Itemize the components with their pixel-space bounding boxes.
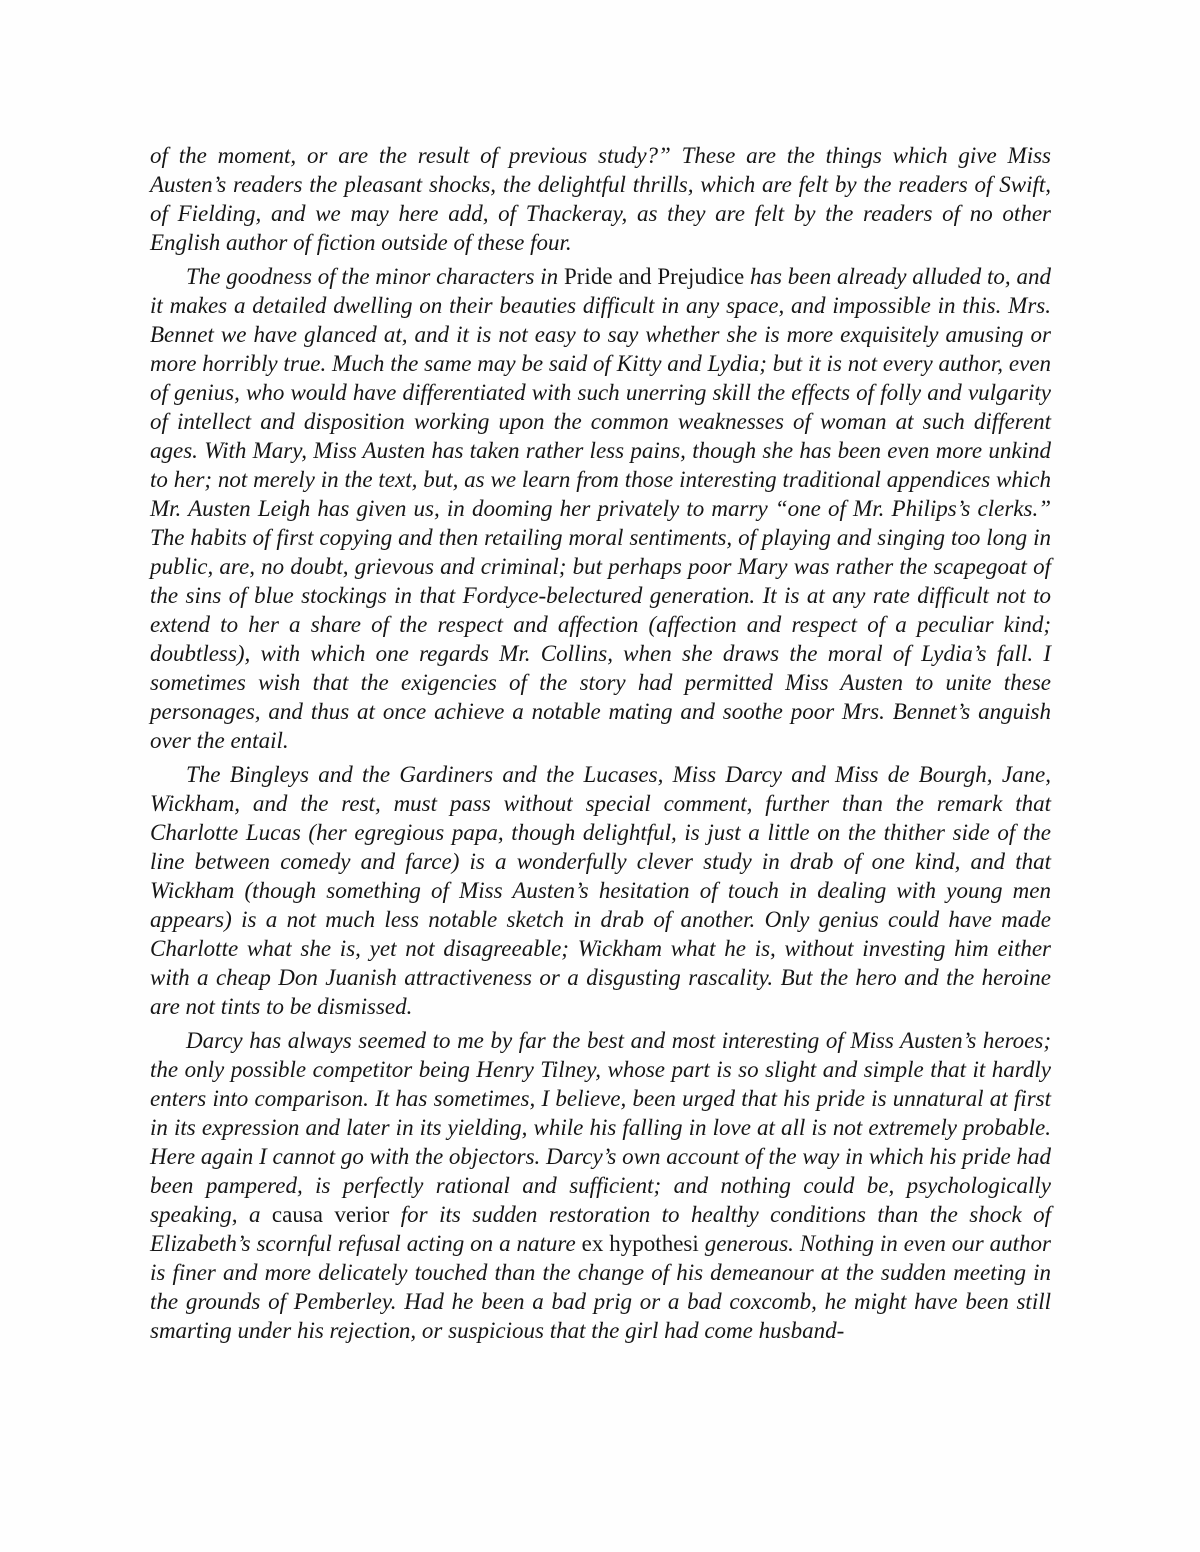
text-segment: Darcy has always seemed to me by far the best and most interesting of Miss Austen’s heroes; the only possible competitor being Henry Tilney, whose part is so slight and simple that it hardly enters into comparison. It has sometimes, I believe, been urged that his pride is unnatural at first in its expression and later in its yielding, while his falling in love at all is not extremely probable. Here again I cannot go with the objectors. Darcy’s own account of the way in which his pride had been pampered, is perfectly rational and sufficient; and nothing could be, psychologically speaking, a bbox=[150, 1028, 1051, 1227]
text-segment: for its sudden restoration to healthy conditions than the shock of Elizabeth’s scornful refusal acting on a nature bbox=[150, 1202, 1051, 1256]
latin-phrase-text: ex hypothesi bbox=[581, 1231, 699, 1256]
latin-phrase-text: causa verior bbox=[271, 1202, 390, 1227]
paragraph-4 bbox=[150, 1026, 1051, 1345]
text-segment: generous. Nothing in even our author is finer and more delicately touched than the change of his demeanour at the sudden meeting in the grounds of Pemberley. Had he been a bad prig or a bad coxcomb, he might have been still smarting under his rejection, or suspicious that the girl had come husband- bbox=[150, 1231, 1052, 1343]
text-segment: of the moment, or are the result of previous study?” These are the things which give Miss Austen’s readers the pleasant shocks, the delightful thrills, which are felt by the readers of Swift, of Fielding, and we may here add, of Thackeray, as they are felt by the readers of no other English author of fiction outside of these four. bbox=[150, 143, 1051, 255]
text-segment: The Bingleys and the Gardiners and the Lucases, Miss Darcy and Miss de Bourgh, Jane, Wickham, and the rest, must pass without special comment, further than the remark that Charlotte Lucas (her egregious papa, though delightful, is just a little on the thither side of the line between comedy and farce) is a wonderfully clever study in drab of one kind, and that Wickham (though something of Miss Austen’s hesitation of touch in dealing with young men appears) is a not much less notable sketch in drab of another. Only genius could have made Charlotte what she is, yet not disagreeable; Wickham what he is, without investing him either with a cheap Don Juanish attractiveness or a disgusting rascality. But the hero and the heroine are not tints to be dismissed. bbox=[150, 762, 1051, 1019]
paragraph-2 bbox=[150, 262, 1051, 755]
page-text-block bbox=[150, 141, 1051, 1350]
text-segment: The goodness of the minor characters in bbox=[186, 264, 564, 289]
paragraph-1 bbox=[150, 141, 1051, 257]
book-title-text: Pride and Prejudice bbox=[563, 264, 745, 289]
paragraph-3 bbox=[150, 760, 1051, 1021]
text-segment: has been already alluded to, and it makes a detailed dwelling on their beauties difficult in any space, and impossible in this. Mrs. Bennet we have glanced at, and it is not easy to say whether she is more exquisitely amusing or more horribly true. Much the same may be said of Kitty and Lydia; but it is not every author, even of genius, who would have differentiated with such unerring skill the effects of folly and vulgarity of intellect and disposition working upon the common weaknesses of woman at such different ages. With Mary, Miss Austen has taken rather less pains, though she has been even more unkind to her; not merely in the text, but, as we learn from those interesting traditional appendices which Mr. Austen Leigh has given us, in dooming her privately to marry “one of Mr. Philips’s clerks.” The habits of first copying and then retailing moral sentiments, of playing and singing too long in public, are, no doubt, grievous and criminal; but perhaps poor Mary was rather the scapegoat of the sins of blue stockings in that Fordyce-belectured generation. It is at any rate difficult not to extend to her a share of the respect and affection (affection and respect of a peculiar kind; doubtless), with which one regards Mr. Collins, when she draws the moral of Lydia’s fall. I sometimes wish that the exigencies of the story had permitted Miss Austen to unite these personages, and thus at once achieve a notable mating and soothe poor Mrs. Bennet’s anguish over the entail. bbox=[150, 264, 1051, 753]
